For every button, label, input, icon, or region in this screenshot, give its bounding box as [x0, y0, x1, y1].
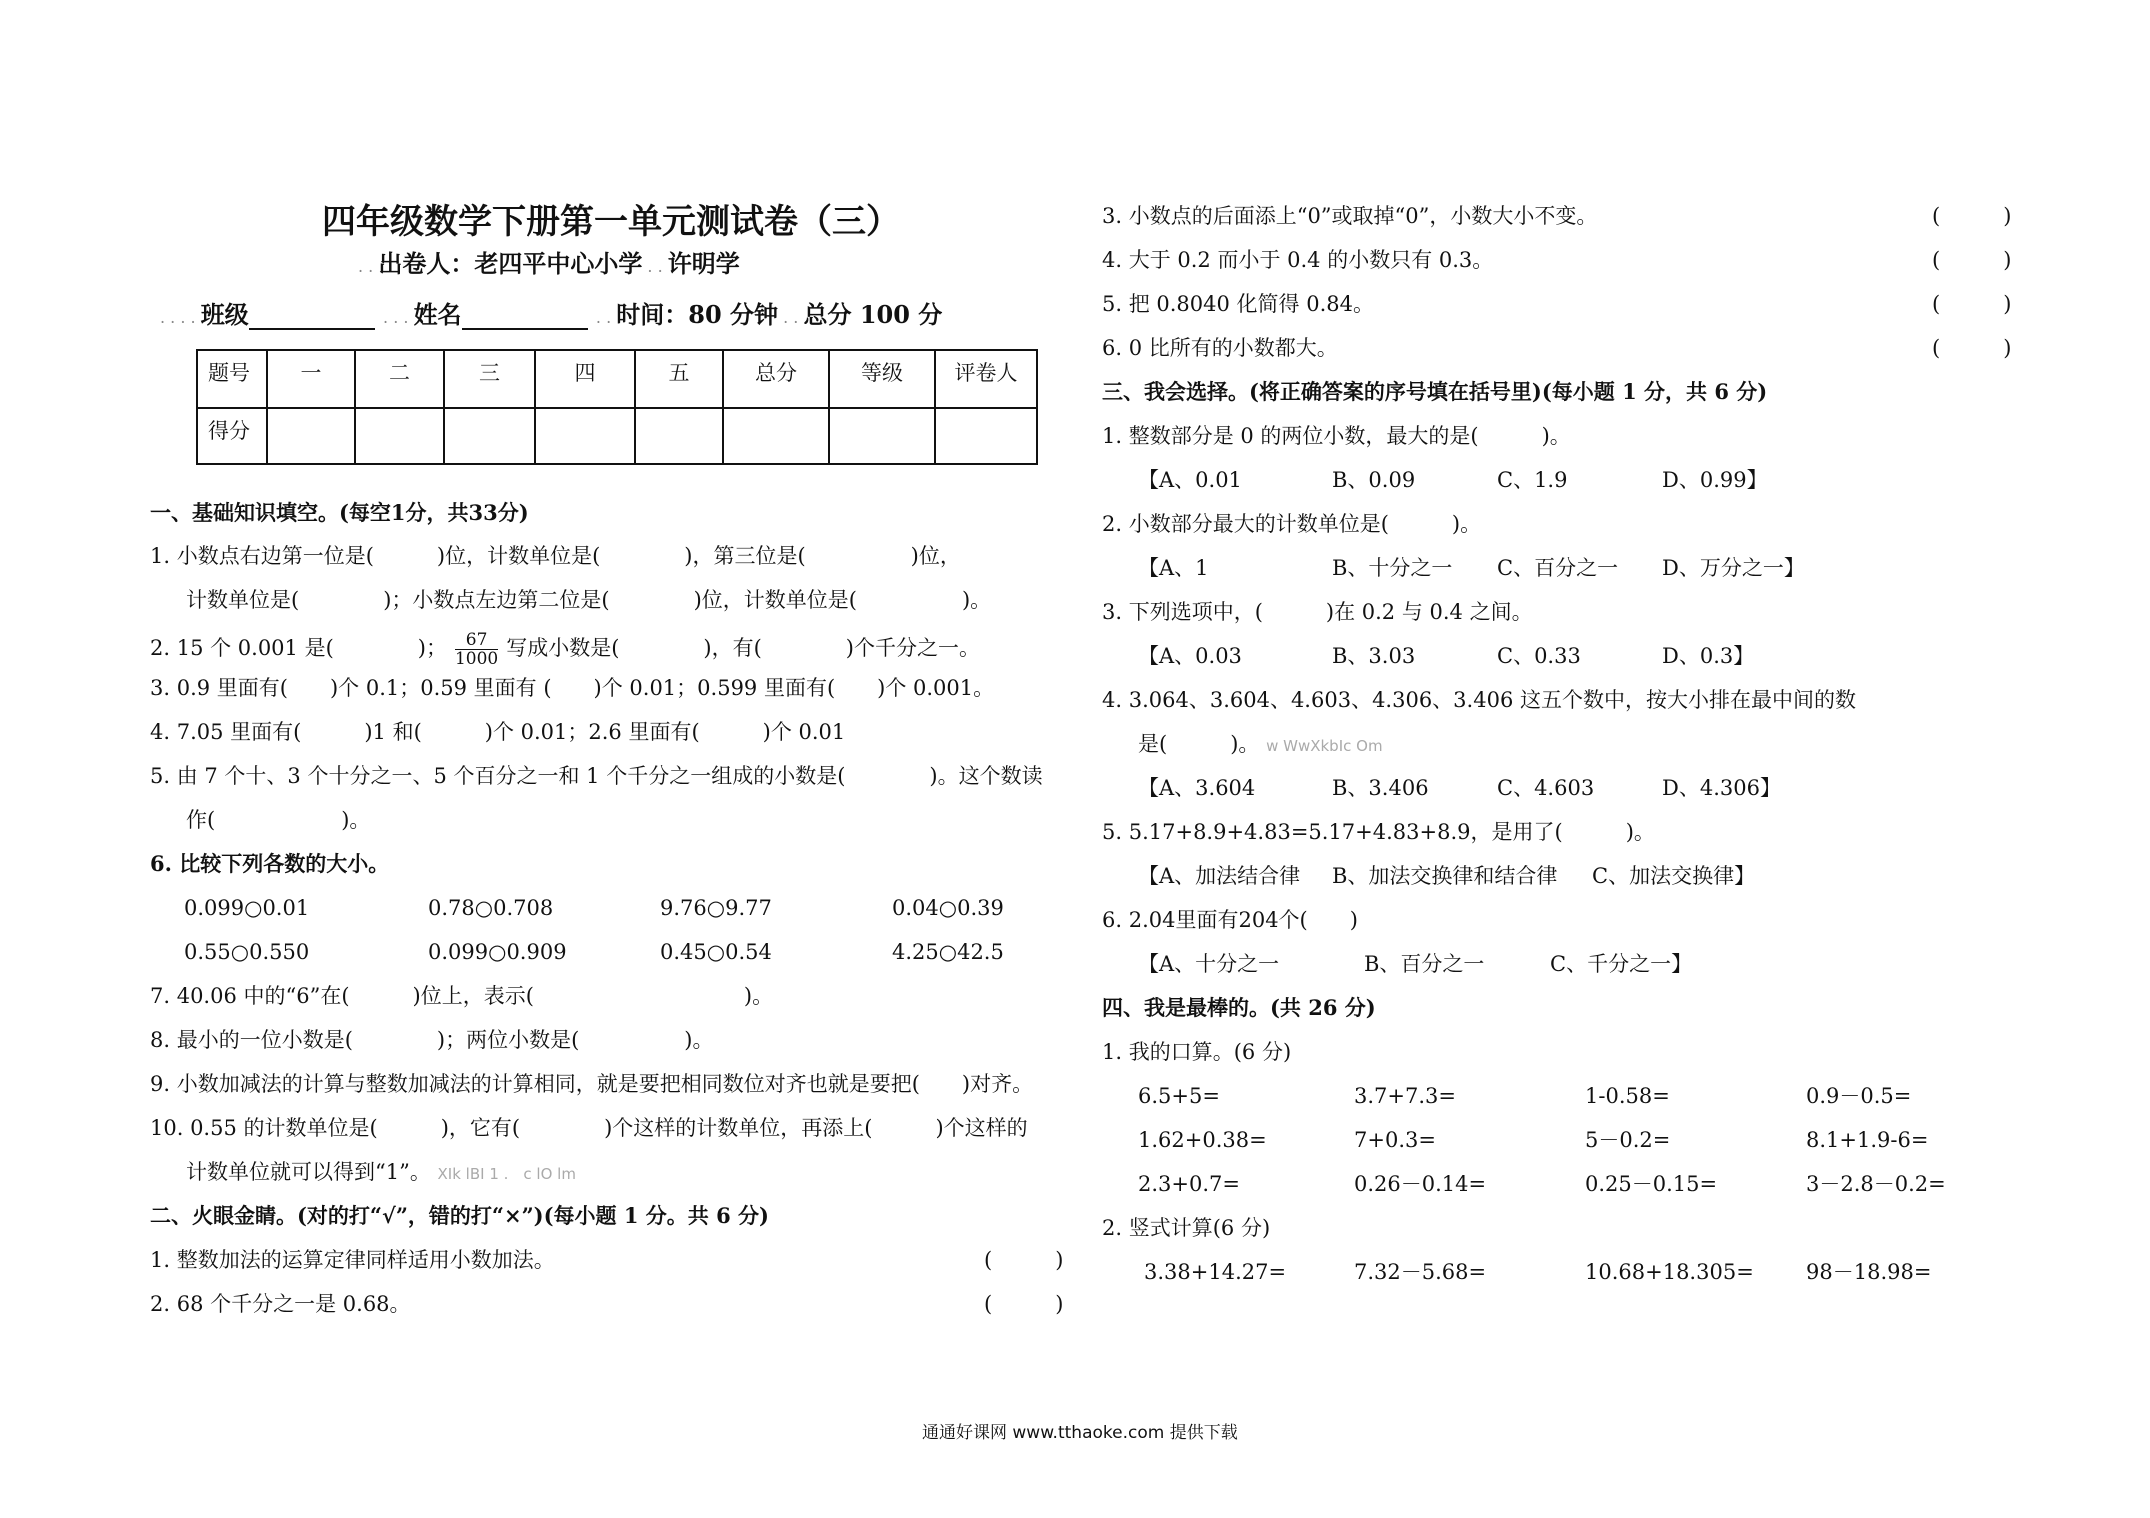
footer-credit: 通通好课网 www.tthaoke.com 提供下载 [922, 1423, 1238, 1443]
score-cell[interactable] [935, 408, 1037, 464]
class-blank[interactable] [249, 302, 375, 330]
score-cell[interactable] [723, 408, 829, 464]
score-cell[interactable] [535, 408, 635, 464]
choice-option: C、1.9 [1497, 468, 1568, 492]
oral-item: 2.3+0.7= [1138, 1172, 1240, 1196]
choice-option: D、0.3】 [1662, 644, 1755, 668]
oral-item: 7+0.3= [1354, 1128, 1436, 1152]
score-table-header: 总分 [723, 350, 829, 408]
section3-title: 三、我会选择。(将正确答案的序号填在括号里)(每小题 1 分，共 6 分) [1102, 379, 1768, 404]
compare-item: 9.76○9.77 [660, 896, 772, 920]
vertical-calc-item: 7.32－5.68= [1354, 1260, 1487, 1284]
choice-question: 3. 下列选项中，( )在 0.2 与 0.4 之间。 [1102, 600, 1533, 624]
oral-item: 3－2.8－0.2= [1806, 1172, 1946, 1196]
choice-option: C、千分之一】 [1550, 952, 1693, 976]
oral-item: 6.5+5= [1138, 1084, 1220, 1108]
choice-option: 【A、加法结合律 [1138, 864, 1301, 888]
name-blank[interactable] [462, 302, 588, 330]
fraction: $\frac{67}{1000}$ [454, 630, 499, 669]
watermark-text: w WwXkbIc Om [1266, 737, 1383, 755]
score-table-header: 三 [444, 350, 535, 408]
score-table-header: 评卷人 [935, 350, 1037, 408]
oral-item: 8.1+1.9-6= [1806, 1128, 1929, 1152]
question-line: 2. 15 个 0.001 是( )； $\frac{67}{1000}$ 写成小数是( )，有( )个千分之一。 [150, 630, 981, 669]
choice-option: 【A、3.604 [1138, 776, 1256, 800]
choice-option: D、万分之一】 [1662, 556, 1805, 580]
compare-item: 0.45○0.54 [660, 940, 772, 964]
question-line: 计数单位就可以得到“1”。 XIk lBI 1 . c lO lm [186, 1160, 576, 1184]
choice-option: 【A、十分之一 [1138, 952, 1280, 976]
subsection-title: 1. 我的口算。(6 分) [1102, 1040, 1292, 1064]
question-line: 10. 0.55 的计数单位是( )，它有( )个这样的计数单位，再添上( )个这样的 [150, 1116, 1028, 1140]
choice-question: 是( )。 w WwXkbIc Om [1138, 732, 1383, 756]
vertical-calc-item: 10.68+18.305= [1585, 1260, 1754, 1284]
judge-item: 6. 0 比所有的小数都大。 [1102, 336, 1338, 360]
question-line: 1. 小数点右边第一位是( )位，计数单位是( )，第三位是( )位， [150, 544, 961, 568]
answer-paren[interactable]: ( ) [1932, 292, 2012, 316]
judge-item: 1. 整数加法的运算定律同样适用小数加法。 [150, 1248, 555, 1272]
section1-title: 一、基础知识填空。(每空1分，共33分) [150, 500, 529, 525]
score-cell[interactable] [829, 408, 935, 464]
score-table-header: 二 [355, 350, 444, 408]
oral-item: 0.9－0.5= [1806, 1084, 1912, 1108]
compare-item: 0.099○0.909 [428, 940, 567, 964]
choice-option: C、加法交换律】 [1592, 864, 1756, 888]
choice-option: C、百分之一 [1497, 556, 1619, 580]
score-table-header: 一 [267, 350, 355, 408]
judge-item: 3. 小数点的后面添上“0”或取掉“0”，小数大小不变。 [1102, 204, 1598, 228]
answer-paren[interactable]: ( ) [984, 1248, 1064, 1272]
page-title: 四年级数学下册第一单元测试卷（三） [322, 202, 900, 242]
vertical-calc-item: 3.38+14.27= [1144, 1260, 1287, 1284]
choice-option: 【A、0.01 [1138, 468, 1242, 492]
score-table-header: 四 [535, 350, 635, 408]
score-table [196, 349, 1038, 465]
oral-item: 3.7+7.3= [1354, 1084, 1456, 1108]
score-table-header: 五 [635, 350, 723, 408]
question-line: 6. 比较下列各数的大小。 [150, 851, 390, 876]
score-table-header: 题号 [197, 350, 267, 408]
choice-option: B、3.406 [1332, 776, 1429, 800]
choice-option: 【A、1 [1138, 556, 1209, 580]
score-row-label: 得分 [197, 408, 267, 464]
question-line: 9. 小数加减法的计算与整数加减法的计算相同，就是要把相同数位对齐也就是要把( )对齐。 [150, 1072, 1034, 1096]
oral-item: 1.62+0.38= [1138, 1128, 1267, 1152]
choice-question: 6. 2.04里面有204个( ) [1102, 908, 1358, 932]
choice-option: 【A、0.03 [1138, 644, 1242, 668]
compare-item: 0.55○0.550 [184, 940, 310, 964]
question-line: 5. 由 7 个十、3 个十分之一、5 个百分之一和 1 个千分之一组成的小数是( )。这个数读 [150, 764, 1043, 788]
choice-option: B、百分之一 [1364, 952, 1485, 976]
oral-item: 5－0.2= [1585, 1128, 1671, 1152]
choice-option: B、0.09 [1332, 468, 1416, 492]
choice-question: 1. 整数部分是 0 的两位小数，最大的是( )。 [1102, 424, 1571, 448]
oral-item: 0.25－0.15= [1585, 1172, 1718, 1196]
watermark-text: XIk lBI 1 . c lO lm [437, 1165, 576, 1183]
score-cell[interactable] [267, 408, 355, 464]
answer-paren[interactable]: ( ) [1932, 204, 2012, 228]
oral-item: 1-0.58= [1585, 1084, 1670, 1108]
score-cell[interactable] [635, 408, 723, 464]
question-line: 计数单位是( )；小数点左边第二位是( )位，计数单位是( )。 [186, 588, 992, 612]
choice-question: 2. 小数部分最大的计数单位是( )。 [1102, 512, 1482, 536]
question-line: 作( )。 [186, 808, 371, 832]
question-line: 4. 7.05 里面有( )1 和( )个 0.01；2.6 里面有( )个 0.01 [150, 720, 846, 744]
compare-item: 4.25○42.5 [892, 940, 1004, 964]
choice-question: 5. 5.17+8.9+4.83=5.17+4.83+8.9，是用了( )。 [1102, 820, 1655, 844]
score-table-header: 等级 [829, 350, 935, 408]
compare-item: 0.04○0.39 [892, 896, 1004, 920]
choice-option: B、十分之一 [1332, 556, 1453, 580]
vertical-calc-item: 98－18.98= [1806, 1260, 1932, 1284]
section2-title: 二、火眼金睛。(对的打“√”，错的打“×”)(每小题 1 分。共 6 分) [150, 1203, 769, 1228]
answer-paren[interactable]: ( ) [1932, 248, 2012, 272]
score-cell[interactable] [355, 408, 444, 464]
choice-question: 4. 3.064、3.604、4.603、4.306、3.406 这五个数中，按大小排在最中间的数 [1102, 688, 1856, 712]
subsection-title: 2. 竖式计算(6 分) [1102, 1216, 1271, 1240]
question-line: 7. 40.06 中的“6”在( )位上，表示( )。 [150, 984, 774, 1008]
judge-item: 5. 把 0.8040 化简得 0.84。 [1102, 292, 1374, 316]
choice-option: C、4.603 [1497, 776, 1595, 800]
score-cell[interactable] [444, 408, 535, 464]
compare-item: 0.78○0.708 [428, 896, 554, 920]
judge-item: 2. 68 个千分之一是 0.68。 [150, 1292, 411, 1316]
question-line: 3. 0.9 里面有( )个 0.1；0.59 里面有 ( )个 0.01；0.599 里面有( )个 0.001。 [150, 676, 995, 700]
compare-item: 0.099○0.01 [184, 896, 310, 920]
question-line: 8. 最小的一位小数是( )；两位小数是( )。 [150, 1028, 714, 1052]
choice-option: D、4.306】 [1662, 776, 1781, 800]
section4-title: 四、我是最棒的。(共 26 分) [1102, 995, 1376, 1020]
answer-paren[interactable]: ( ) [1932, 336, 2012, 360]
student-info-line: . . . . 班级 . . . 姓名 . . 时间：80 分钟 . . 总分 100 分 [160, 300, 943, 329]
author-line: . . 出卷人：老四平中心小学 . . 许明学 [358, 249, 740, 278]
oral-item: 0.26－0.14= [1354, 1172, 1487, 1196]
choice-option: D、0.99】 [1662, 468, 1768, 492]
judge-item: 4. 大于 0.2 而小于 0.4 的小数只有 0.3。 [1102, 248, 1494, 272]
choice-option: C、0.33 [1497, 644, 1581, 668]
answer-paren[interactable]: ( ) [984, 1292, 1064, 1316]
choice-option: B、加法交换律和结合律 [1332, 864, 1558, 888]
choice-option: B、3.03 [1332, 644, 1416, 668]
